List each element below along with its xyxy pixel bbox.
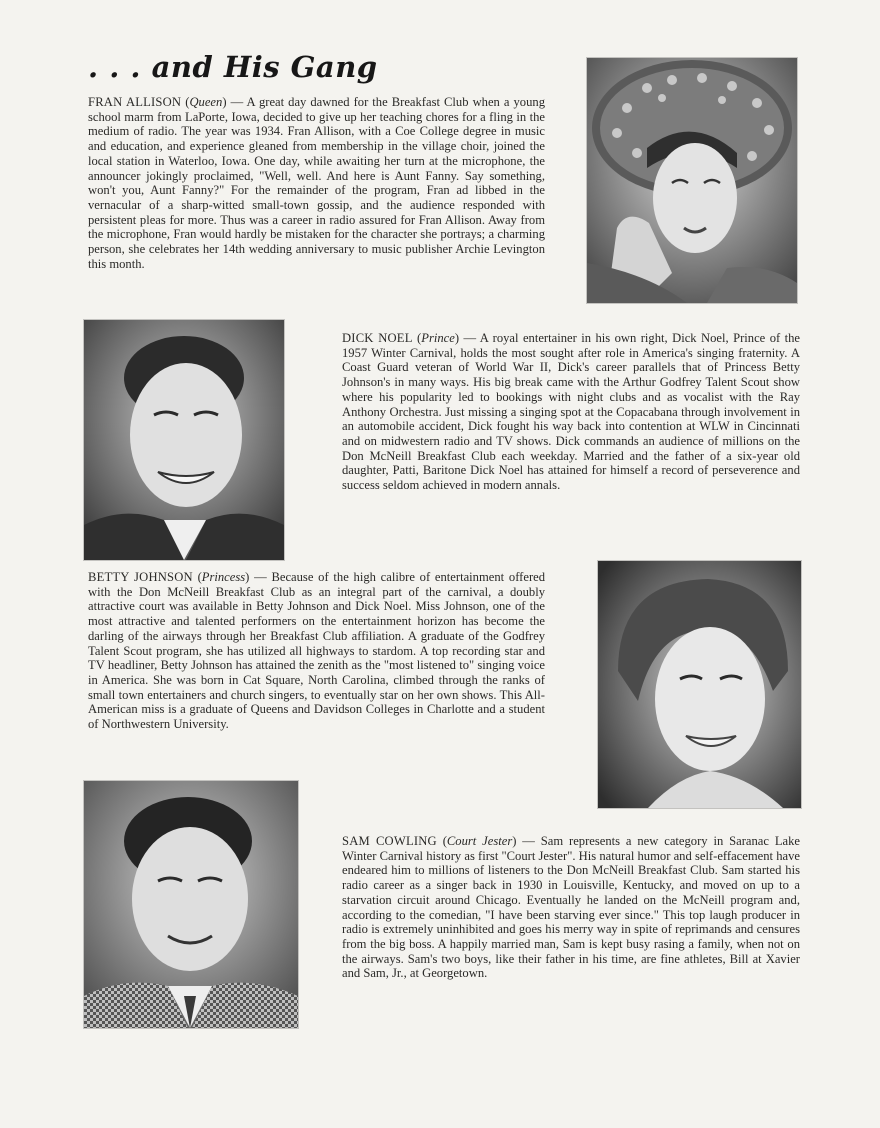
bio-fran-allison: FRAN ALLISON (Queen) — A great day dawned for the Breakfast Club when a young school marm from LaPorte, Iowa, decided to give up her teaching chores for a fling in the medium of radio. The year was 1934. Fran Allison, with a Coe College degree in music and education, and experience gleaned from membership in the village choir, joined the local station in Waterloo, Iowa. One day, while awaiting her turn at the microphone, the announcer jokingly proclaimed, "Well, well. And here is Aunt Fanny. Say something, won't you, Aunt Fanny?" For the remainder of the program, Fran ad libbed in the vernacular of a sharp-witted small-town gossip, and the audience responded with persistent pleas for more. Thus was a career in radio assured for Fran Allison. Away from the microphone, Fran would hardly be mistaken for the character she portrays; a charming person, she celebrates her 14th wedding anniversary to music publisher Archie Levington this month. — [88, 95, 545, 271]
photo-dick-noel — [84, 320, 284, 560]
member-bio-text: — Because of the high calibre of entertainment offered with the Don McNeill Breakfast Club as an integral part of the carnival, a doubly attractive court was available in Betty Johnson and Dick Noel. Miss Johnson, one of the most attractive and talented performers on the entertainment horizon has become the darling of the airways through her Breakfast Club affiliation. A graduate of the Godfrey Talent Scout program, she has utilized all highways to stardom. A top recording star and TV headliner, Betty Johnson has attained the zenith as the "most listened to" singing voice in America. She was born in Cat Square, North Carolina, climbed through the ranks of small town entertainers and church singers, to eventually star on her own shows. This All-American miss is a graduate of Queens and Davidson Colleges in Charlotte and a student of Northwestern University. — [88, 570, 546, 732]
member-bio-text: — A great day dawned for the Breakfast Club when a young school marm from LaPorte, Iowa, decided to give up her teaching chores for a fling in the medium of radio. The year was 1934. Fran Allison, with a Coe College degree in music and education, and experience gleaned from membership in the village choir, joined the local station in Waterloo, Iowa. One day, while awaiting her turn at the microphone, the announcer jokingly proclaimed, "Well, well. And here is Aunt Fanny. Say something, won't you, Aunt Fanny?" For the remainder of the program, Fran ad libbed in the vernacular of a sharp-witted small-town gossip, and the audience responded with persistent pleas for more. Thus was a career in radio assured for Fran Allison. Away from the microphone, Fran would hardly be mistaken for the character she portrays; a charming person, she celebrates her 14th wedding anniversary to music publisher Archie Levington this month. — [88, 95, 545, 271]
member-name: BETTY JOHNSON — [88, 570, 193, 584]
member-role: Queen — [189, 95, 223, 109]
photo-sam-cowling — [84, 781, 298, 1028]
bio-betty-johnson: BETTY JOHNSON (Princess) — Because of the high calibre of entertainment offered with the Don McNeill Breakfast Club as an integral part of the carnival, a doubly attractive court was available in Betty Johnson and Dick Noel. Miss Johnson, one of the most attractive and talented performers on the entertainment horizon has become the darling of the airways through her Breakfast Club affiliation. A graduate of the Godfrey Talent Scout program, she has utilized all highways to stardom. A top recording star and TV headliner, Betty Johnson has attained the zenith as the "most listened to" singing voice in America. She was born in Cat Square, North Carolina, climbed through the ranks of small town entertainers and church singers, to eventually star on her own shows. This All-American miss is a graduate of Queens and Davidson Colleges in Charlotte and a student of Northwestern University. — [88, 570, 546, 732]
photo-fran-allison — [587, 58, 797, 303]
member-role: Princess — [201, 570, 246, 584]
member-bio-text: — A royal entertainer in his own right, Dick Noel, Prince of the 1957 Winter Carnival, holds the most sought after role in America's singing fraternity. A Coast Guard veteran of World War II, Dick's career parallels that of Princess Betty Johnson's in many ways. His big break came with the Arthur Godfrey Talent Scout show where his popularity led to bookings with night clubs and as vocalist with the Ray Anthony Orchestra. Just missing a singing spot at the Copacabana through involvement in an automobile accident, Dick fought his way back into contention at WLW in Cincinnati and on midwestern radio and TV shows. Dick commands an audience of millions on the Don McNeill Breakfast Club each weekday. Married and the father of a six-year old daughter, Patti, Baritone Dick Noel has attained for himself a record of perseverence and success seldom achieved in modern annals. — [342, 331, 801, 493]
photo-betty-johnson — [598, 561, 801, 808]
member-role: Prince — [421, 331, 455, 345]
member-bio-text: — Sam represents a new category in Saranac Lake Winter Carnival history as first "Court Jester". His natural humor and self-effacement have endeared him to millions of listeners to the Don McNeill Breakfast Club. Sam started his radio career as a singer back in 1930 in Louisville, Kentucky, and moved on up to a starvation circuit around Chicago. Eventually he landed on the McNeill program and, according to the comedian, "I have been starving ever since." This top laugh producer in radio is extremely uninhibited and goes his merry way in spite of reprimands and censures from the big boss. A happily married man, Sam is kept busy rasing a family, when not on the airways. Sam's two boys, like their father in his time, are fine athletes, Bill at Xavier and Sam, Jr., at Georgetown. — [342, 834, 800, 981]
member-name: DICK NOEL — [342, 331, 413, 345]
member-name: SAM COWLING — [342, 834, 437, 848]
member-role: Court Jester — [446, 834, 513, 848]
bio-dick-noel: DICK NOEL (Prince) — A royal entertainer in his own right, Dick Noel, Prince of the 1957 Winter Carnival, holds the most sought after role in America's singing fraternity. A Coast Guard veteran of World War II, Dick's career parallels that of Princess Betty Johnson's in many ways. His big break came with the Arthur Godfrey Talent Scout show where his popularity led to bookings with night clubs and as vocalist with the Ray Anthony Orchestra. Just missing a singing spot at the Copacabana through involvement in an automobile accident, Dick fought his way back into contention at WLW in Cincinnati and on midwestern radio and TV shows. Dick commands an audience of millions on the Don McNeill Breakfast Club each weekday. Married and the father of a six-year old daughter, Patti, Baritone Dick Noel has attained for himself a record of perseverence and success seldom achieved in modern annals. — [342, 331, 801, 493]
page-title: . . . and His Gang — [88, 50, 378, 84]
bio-sam-cowling: SAM COWLING (Court Jester) — Sam represents a new category in Saranac Lake Winter Carnival history as first "Court Jester". His natural humor and self-effacement have endeared him to millions of listeners to the Don McNeill Breakfast Club. Sam started his radio career as a singer back in 1930 in Louisville, Kentucky, and moved on up to a starvation circuit around Chicago. Eventually he landed on the McNeill program and, according to the comedian, "I have been starving ever since." This top laugh producer in radio is extremely uninhibited and goes his merry way in spite of reprimands and censures from the big boss. A happily married man, Sam is kept busy rasing a family, when not on the airways. Sam's two boys, like their father in his time, are fine athletes, Bill at Xavier and Sam, Jr., at Georgetown. — [342, 834, 800, 981]
member-name: FRAN ALLISON — [88, 95, 182, 109]
